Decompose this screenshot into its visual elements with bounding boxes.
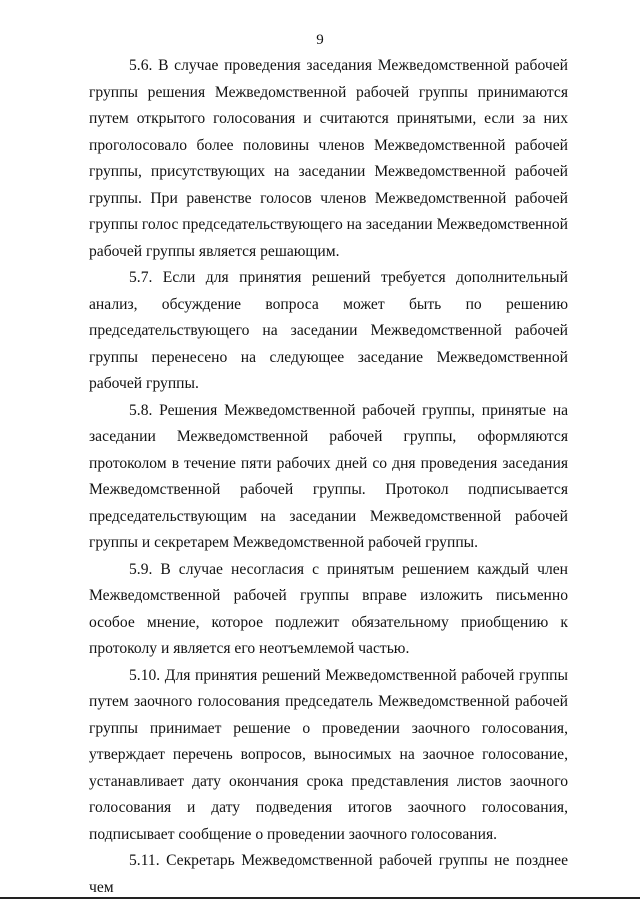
paragraph-5-7: 5.7. Если для принятия решений требуется дополнительный анализ, обсуждение вопроса может быть по решению председательствующего на заседании Межведомственной рабочей группы перенесено на следующее заседание Межведомственной рабочей группы. xyxy=(89,269,568,392)
paragraph-5-6: 5.6. В случае проведения заседания Межведомственной рабочей группы решения Межведомственной рабочей группы принимаются путем открытого голосования и считаются принятыми, если за них проголосовало более половины членов Межведомственной рабочей группы, присутствующих на заседании Межведомственной рабочей группы. При равенстве голосов членов Межведомственной рабочей группы голос председательствующего на заседании Межведомственной рабочей группы является решающим. xyxy=(89,57,568,260)
document-body xyxy=(89,53,568,901)
paragraph-5-9: 5.9. В случае несогласия с принятым решением каждый член Межведомственной рабочей группы вправе изложить письменно особое мнение, которое подлежит обязательному приобщению к протоколу и является его неотъемлемой частью. xyxy=(89,560,568,657)
paragraph-5-11: 5.11. Секретарь Межведомственной рабочей группы не позднее чем xyxy=(89,852,568,896)
page-bottom-divider xyxy=(0,897,640,899)
paragraph-5-8: 5.8. Решения Межведомственной рабочей группы, принятые на заседании Межведомственной рабочей группы, оформляются протоколом в течение пяти рабочих дней со дня проведения заседания Межведомственной рабочей группы. Протокол подписывается председательствующим на заседании Межведомственной рабочей группы и секретарем Межведомственной рабочей группы. xyxy=(89,401,568,551)
page-number: 9 xyxy=(316,32,324,48)
paragraph-5-10: 5.10. Для принятия решений Межведомственной рабочей группы путем заочного голосования председатель Межведомственной рабочей группы принимает решение о проведении заочного голосования, утверждает перечень вопросов, выносимых на заочное голосование, устанавливает дату окончания срока представления листов заочного голосования и дату подведения итогов заочного голосования, подписывает сообщение о проведении заочного голосования. xyxy=(89,666,568,843)
